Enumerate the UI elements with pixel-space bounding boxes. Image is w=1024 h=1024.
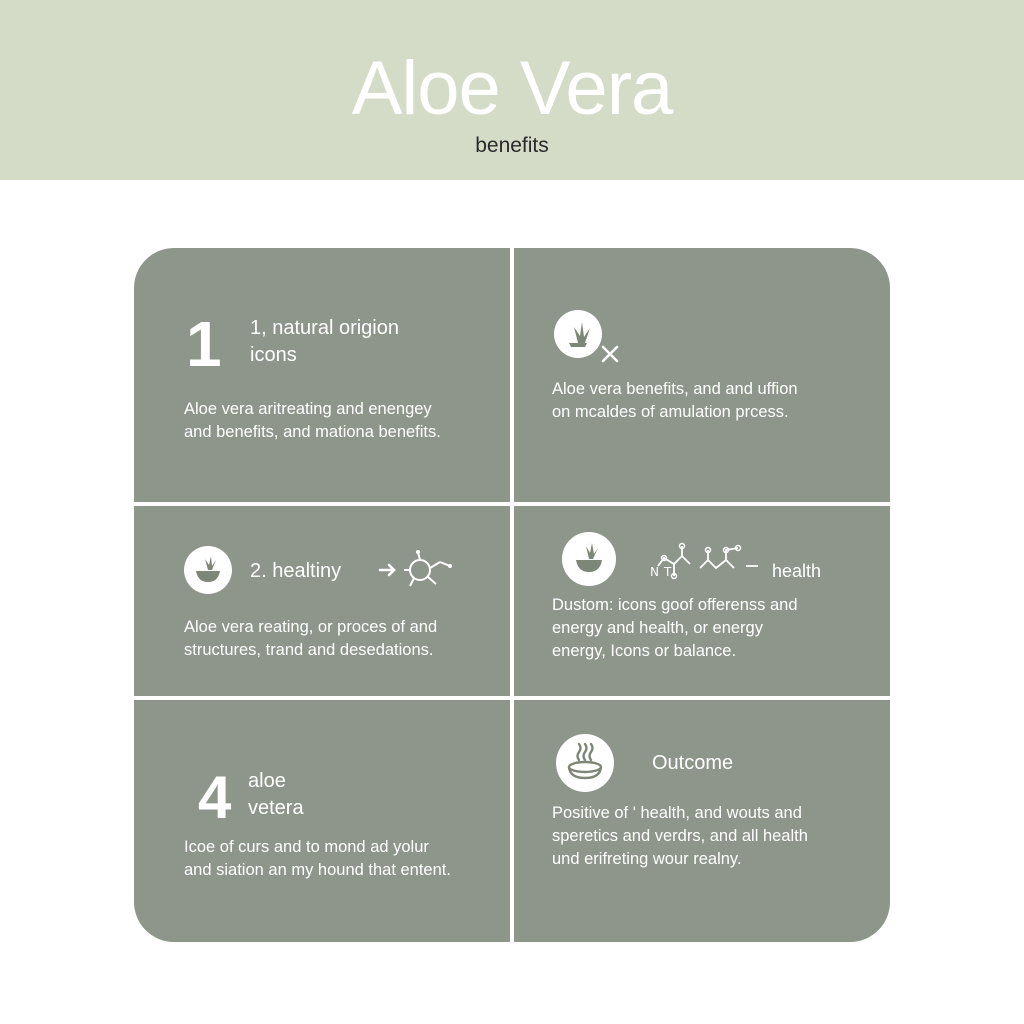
benefit-card-2 (514, 248, 890, 502)
card-heading-line-2: vetera (248, 797, 304, 819)
card-body-line-2: and siation an my hound that entent. (184, 861, 451, 879)
card-number: 1 (186, 308, 222, 380)
aloe-bowl-icon (562, 532, 616, 586)
card-number: 4 (198, 764, 232, 831)
molecule-label: T (664, 565, 672, 579)
page-title: Aloe Vera (351, 46, 673, 131)
close-icon (598, 342, 622, 366)
card-body-line-2: energy and health, or energy (552, 619, 763, 637)
card-body-line-2: speretics and verdrs, and all health (552, 827, 808, 845)
benefit-card-1 (134, 248, 510, 502)
card-body-line-3: energy, Icons or balance. (552, 642, 737, 660)
card-heading: 2. healtiny (250, 560, 342, 582)
card-heading-line-2: icons (250, 344, 297, 366)
benefit-card-3 (134, 506, 510, 696)
benefit-card-5 (134, 700, 510, 942)
aloe-bowl-icon (184, 546, 232, 594)
card-body-line-3: und erifreting wour realny. (552, 850, 742, 868)
benefit-card-4 (514, 506, 890, 696)
page-subtitle: benefits (475, 134, 549, 157)
card-body-line-1: Aloe vera benefits, and and uffion (552, 380, 798, 398)
card-body-line-1: Dustom: icons goof offerenss and (552, 596, 798, 614)
card-heading: health (772, 561, 822, 581)
card-heading-line-1: aloe (248, 770, 286, 792)
molecule-icon (378, 548, 458, 592)
steaming-bowl-icon (556, 734, 614, 792)
benefit-card-6 (514, 700, 890, 942)
card-body-line-1: Positive of ' health, and wouts and (552, 804, 802, 822)
benefits-grid (134, 248, 890, 942)
card-heading: Outcome (652, 752, 734, 774)
card-body-line-2: structures, trand and desedations. (184, 641, 434, 659)
card-body-line-1: Icoe of curs and to mond ad yolur (184, 838, 429, 856)
card-body-line-2: and benefits, and mationa benefits. (184, 423, 441, 441)
card-body-line-1: Aloe vera aritreating and enengey (184, 400, 432, 418)
molecule-label: N (650, 565, 659, 579)
header-banner (0, 0, 1024, 180)
card-heading-line-1: 1, natural origion (250, 317, 399, 339)
card-body-line-1: Aloe vera reating, or proces of and (184, 618, 438, 636)
card-body-line-2: on mcaldes of amulation prcess. (552, 403, 789, 421)
aloe-plant-icon (554, 310, 602, 358)
molecule-icon (650, 536, 768, 586)
